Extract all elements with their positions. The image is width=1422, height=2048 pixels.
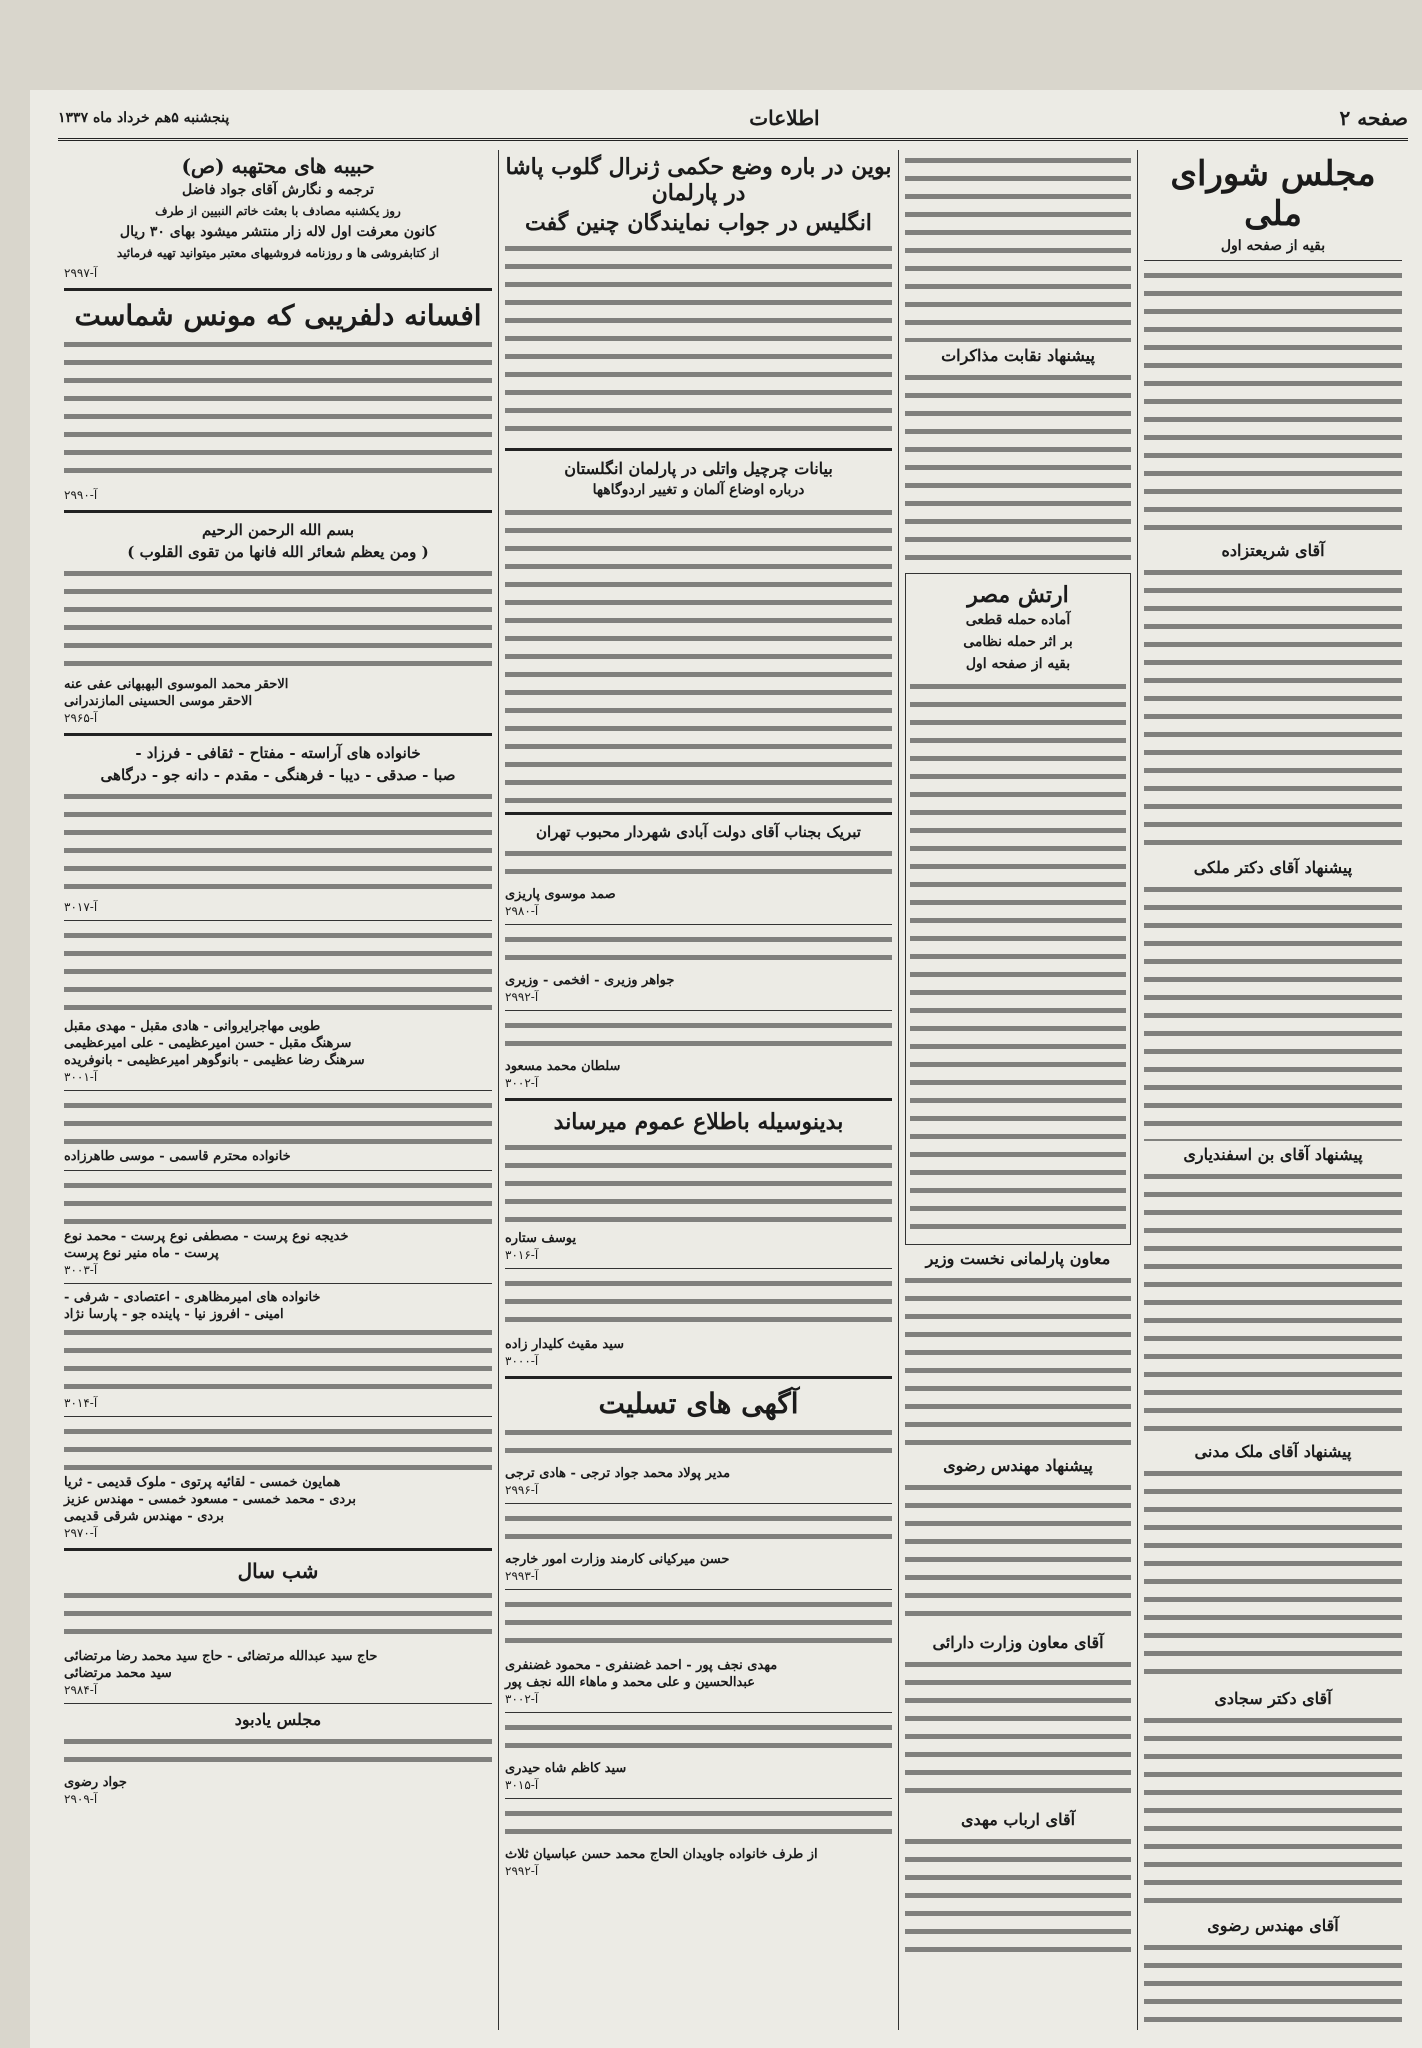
section-heading: آقای شریعتزاده [1221,541,1325,560]
article-text [905,1656,1131,1806]
ad-code: آ-۲۹۹۲ [505,990,539,1004]
glubb-headline-2: انگلیس در جواب نمایندگان چنین گفت [525,210,872,236]
notice-signature: همایون خمسی - لقائیه پرتوی - ملوک قدیمی - ثریا [64,1475,341,1490]
ad-code: آ-۲۹۹۰ [64,488,98,502]
notice-text [64,565,492,675]
notice-text [64,336,492,486]
notice-text [505,1139,892,1229]
ad-code: آ-۲۹۰۹ [64,1792,98,1806]
column-parliament-continued [898,150,1138,2030]
article-text [1144,564,1402,854]
section-heading: پیشنهاد آقای ملک مدنی [1194,1442,1352,1461]
section-heading: پیشنهاد نقابت مذاکرات [941,346,1095,365]
section-heading: پیشنهاد آقای بن اسفندیاری [1183,1145,1363,1164]
notice-signature: جواهر وزیری - افخمی - وزیری [505,973,675,988]
article-text [905,1272,1131,1452]
ad-code: آ-۳۰۱۴ [64,1396,98,1410]
notice-signature: بردی - محمد خمسی - مسعود خمسی - مهندس عزیز [64,1492,356,1507]
notice-signature: الاحقر موسی الحسینی المازندرانی [64,694,253,709]
section-heading: آقای مهندس رضوی [1207,1916,1339,1935]
notice-signature: سلطان محمد مسعود [505,1059,621,1074]
ad-code: آ-۳۰۰۱ [64,1070,98,1084]
congrats-title: تبریک بجناب آقای دولت آبادی شهردار محبوب تهران [536,823,861,841]
article-text [1144,1939,1402,2030]
condolence-title: آگهی های تسلیت [598,1387,799,1420]
notice-signature: امینی - افروز نیا - پاینده جو - پارسا نژاد [64,1307,284,1322]
notice-text [505,1719,892,1759]
notice-signature: جواد رضوی [64,1775,127,1790]
article-text [905,152,1131,342]
ad-code: آ-۲۹۷۰ [64,1526,98,1540]
notice-text [505,1275,892,1335]
serial-sub4: از کتابفروشی ها و روزنامه فروشیهای معتبر میتوانید تهیه فرمائید [116,246,440,260]
notice-signature: از طرف خانواده جاویدان الحاج محمد حسن عباسیان ثلاث [505,1847,818,1862]
notice-text [64,1324,492,1394]
egypt-box-sub2: بر اثر حمله نظامی [963,634,1073,650]
section-heading: آقای ارباب مهدی [960,1810,1076,1829]
ad-code: آ-۳۰۰۲ [505,1692,539,1706]
article-text [905,1479,1131,1629]
article-text [905,369,1131,569]
paper-name: اطلاعات [749,106,820,130]
families-heading: صبا - صدقی - دیبا - فرهنگی - مقدم - دانه جو - درگاهی [100,766,456,784]
notice-text [64,1733,492,1773]
notice-text [64,1097,492,1147]
notice-text [505,1424,892,1464]
egypt-box-note: بقیه از صفحه اول [965,656,1071,672]
article-text [1144,1168,1402,1438]
notice-signature: خانواده محترم قاسمی - موسی طاهرزاده [64,1149,291,1164]
notice-text [64,927,492,1017]
article-text [1144,1465,1402,1685]
section-heading: پیشنهاد مهندس رضوی [943,1456,1093,1475]
notice-signature: طوبی مهاجرایروانی - هادی مقبل - مهدی مقبل [64,1019,321,1034]
notice-signature: عبدالحسین و علی محمد و ماهاء الله نجف پور [505,1675,756,1690]
ad-code: آ-۲۹۹۶ [505,1483,539,1497]
article-text [910,678,1126,1238]
parliament-title: مجلس شورای ملی [1170,154,1376,234]
page-number: صفحه ۲ [1339,106,1408,130]
notice-text [505,1510,892,1550]
section-heading: آقای معاون وزارت دارائی [932,1633,1104,1652]
verse: ( ومن یعظم شعائر الله فانها من تقوی القلوب ) [127,543,429,561]
notice-signature: خدیجه نوع پرست - مصطفی نوع پرست - محمد نوع [64,1229,349,1244]
bismillah: بسم الله الرحمن الرحیم [201,521,355,539]
column-parliament [1138,150,1408,2030]
notice-text [505,1596,892,1656]
notice-text [64,1177,492,1227]
notice-signature: سید مقیث کلیدار زاده [505,1337,625,1352]
section-heading: معاون پارلمانی نخست وزیر [925,1249,1111,1268]
ad-code: آ-۲۹۶۵ [64,711,98,725]
section-heading: پیشنهاد آقای دکتر ملکی [1193,858,1353,877]
ad-code: آ-۳۰۱۷ [64,900,98,914]
ad-code: آ-۳۰۱۵ [505,1778,539,1792]
notice-signature: بردی - مهندس شرقی قدیمی [64,1509,224,1524]
churchill-headline: بیانات چرچیل واتلی در پارلمان انگلستان [564,459,833,478]
ad-code: آ-۲۹۹۳ [505,1569,539,1583]
parliament-subtitle: بقیه از صفحه اول [1220,238,1326,254]
notice-text [505,1805,892,1845]
article-text [1144,267,1402,537]
ad-code: آ-۳۰۰۳ [64,1263,98,1277]
ad-code: آ-۳۰۱۶ [505,1248,539,1262]
serial-title: حبیبه های محتهبه (ص) [181,154,375,178]
column-news-notices [498,150,898,2030]
ad-code: آ-۳۰۰۰ [505,1354,539,1368]
notice-signature: صمد موسوی پاریزی [505,887,616,902]
announcement-title: بدینوسیله باطلاع عموم میرساند [553,1109,844,1135]
column-classifieds [58,150,498,2030]
churchill-sub: درباره اوضاع آلمان و تغییر اردوگاهها [592,482,805,498]
notice-text [505,845,892,885]
ad-code: آ-۳۰۰۲ [505,1076,539,1090]
ad-code: آ-۲۹۸۰ [505,904,539,918]
notice-signature: الاحقر محمد الموسوی البهبهانی عفی عنه [64,677,289,692]
notice-signature: خانواده های امیرمظاهری - اعتصادی - شرفی - [64,1290,321,1305]
article-text [1144,881,1402,1141]
newspaper-page [30,90,1422,2048]
notice-signature: سرهنگ مقبل - حسن امیرعظیمی - علی امیرعظیمی [64,1036,352,1051]
notice-text [505,931,892,971]
glubb-headline: بوین در باره وضع حکمی ژنرال گلوب پاشا در پارلمان [505,154,892,206]
serial-sub3: کانون معرفت اول لاله زار منتشر میشود بهای ۳۰ ریال [119,224,437,240]
article-text [1144,1712,1402,1912]
book-title: افسانه دلفریبی که مونس شماست [74,299,482,332]
ad-code: آ-۲۹۸۴ [64,1683,98,1697]
notice-signature: یوسف ستاره [505,1231,577,1246]
memorial-title: مجلس یادبود [234,1710,322,1729]
notice-signature: مهدی نجف پور - احمد غضنفری - محمود غضنفری [505,1658,778,1673]
serial-sub: ترجمه و نگارش آقای جواد فاضل [181,182,374,198]
ad-code: آ-۲۹۹۷ [64,266,98,280]
notice-text [505,1017,892,1057]
families-heading: خانواده های آراسته - مفتاح - ثقافی - فرزاد - [135,744,421,762]
article-text [505,504,892,804]
egypt-box-sub1: آماده حمله قطعی [965,612,1071,628]
notice-text [64,1587,492,1647]
notice-text [64,788,492,898]
notice-signature: سرهنگ رضا عظیمی - بانوگوهر امیرعظیمی - بانوفریده [64,1053,365,1068]
article-text [505,240,892,440]
egypt-box [905,573,1131,1245]
egypt-box-title: ارتش مصر [967,582,1069,608]
notice-signature: حسن میرکیانی کارمند وزارت امور خارجه [505,1552,730,1567]
article-text [905,1833,1131,1953]
ad-code: آ-۲۹۹۲ [505,1864,539,1878]
notice-text [64,1423,492,1473]
masthead [58,98,1408,141]
shab-sal-title: شب سال [237,1559,319,1583]
section-heading: آقای دکتر سجادی [1214,1689,1332,1708]
notice-signature: سید کاظم شاه حیدری [505,1761,627,1776]
notice-signature: حاج سید عبدالله مرتضائی - حاج سید محمد رضا مرتضائی [64,1649,378,1664]
issue-date: پنجشنبه ۵هم خرداد ماه ۱۳۳۷ [58,110,230,126]
notice-signature: مدیر پولاد محمد جواد ترجی - هادی ترجی [505,1466,731,1481]
notice-signature: پرست - ماه منیر نوع پرست [64,1246,219,1261]
serial-sub2: روز یکشنبه مصادف با بعثت خاتم النبیین از طرف [155,204,401,218]
notice-signature: سید محمد مرتضائی [64,1666,172,1681]
